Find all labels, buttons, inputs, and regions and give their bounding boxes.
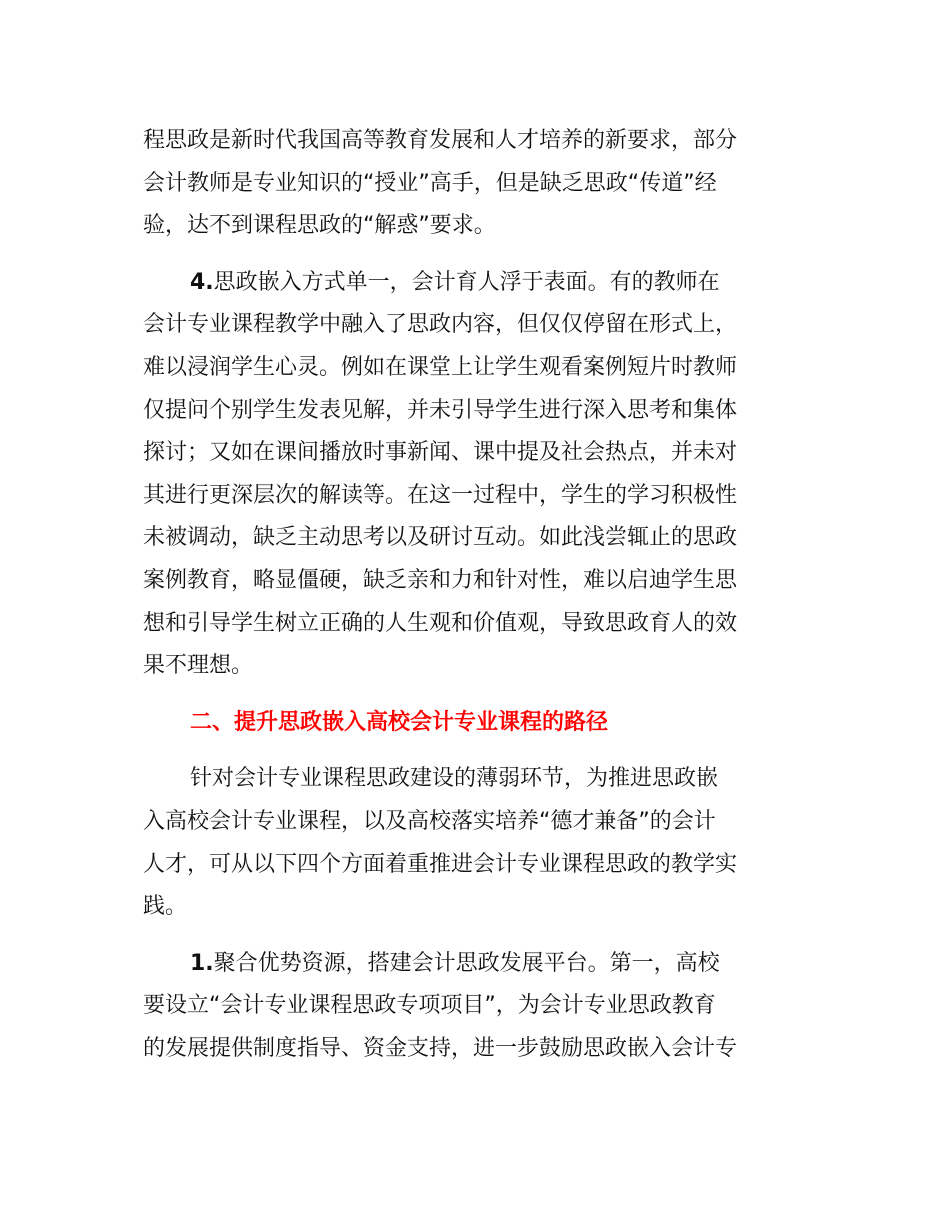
paragraph-continuation	[143, 120, 815, 248]
paragraph-spacer	[143, 248, 815, 262]
text-line: 未被调动，缺乏主动思考以及研讨互动。如此浅尝辄止的思政	[143, 525, 738, 551]
text-line: 的发展提供制度指导、资金支持，进一步鼓励思政嵌入会计专	[143, 1035, 738, 1061]
text-line: 会计专业课程教学中融入了思政内容，但仅仅停留在形式上，	[143, 312, 738, 338]
text-line: 难以浸润学生心灵。例如在课堂上让学生观看案例短片时教师	[143, 354, 738, 380]
text-line: 入高校会计专业课程，以及高校落实培养“德才兼备”的会计	[143, 808, 716, 834]
text-line: 践。	[143, 894, 188, 920]
paragraph-item-1	[143, 943, 815, 1071]
text-line: 程思政是新时代我国高等教育发展和人才培养的新要求，部分	[143, 128, 738, 153]
item-lead-text: 思政嵌入方式单一，会计育人浮于表面。有的教师在	[213, 269, 720, 295]
paragraph-spacer	[143, 688, 815, 702]
section-heading: 二、提升思政嵌入高校会计专业课程的路径	[190, 709, 609, 735]
text-line: 想和引导学生树立正确的人生观和价值观，导致思政育人的效	[143, 610, 738, 636]
paragraph-spacer	[143, 929, 815, 943]
text-line: 案例教育，略显僵硬，缺乏亲和力和针对性，难以启迪学生思	[143, 567, 738, 593]
text-line: 探讨；又如在课间播放时事新闻、课中提及社会热点，并未对	[143, 440, 738, 466]
text-line: 仅提问个别学生发表见解，并未引导学生进行深入思考和集体	[143, 397, 738, 423]
text-line: 针对会计专业课程思政建设的薄弱环节，为推进思政嵌	[190, 766, 719, 792]
text-line: 验，达不到课程思政的“解惑”要求。	[143, 213, 496, 239]
text-line	[143, 262, 815, 305]
text-line	[143, 943, 815, 986]
paragraph-item-4	[143, 262, 815, 688]
paragraph-spacer	[143, 744, 815, 758]
text-line: 要设立“会计专业课程思政专项项目”，为会计专业思政教育	[143, 993, 716, 1019]
text-line: 会计教师是专业知识的“授业”高手，但是缺乏思政“传道”经	[143, 170, 717, 196]
item-lead-text: 聚合优势资源，搭建会计思政发展平台。第一，高校	[213, 950, 720, 976]
paragraph-section-intro	[143, 758, 815, 928]
item-number: 4.	[190, 269, 214, 295]
text-line: 果不理想。	[143, 653, 254, 679]
text-line: 人才，可从以下四个方面着重推进会计专业课程思政的教学实	[143, 851, 738, 877]
item-number: 1.	[190, 950, 214, 976]
document-body	[143, 120, 815, 1070]
text-line: 其进行更深层次的解读等。在这一过程中，学生的学习积极性	[143, 482, 738, 508]
